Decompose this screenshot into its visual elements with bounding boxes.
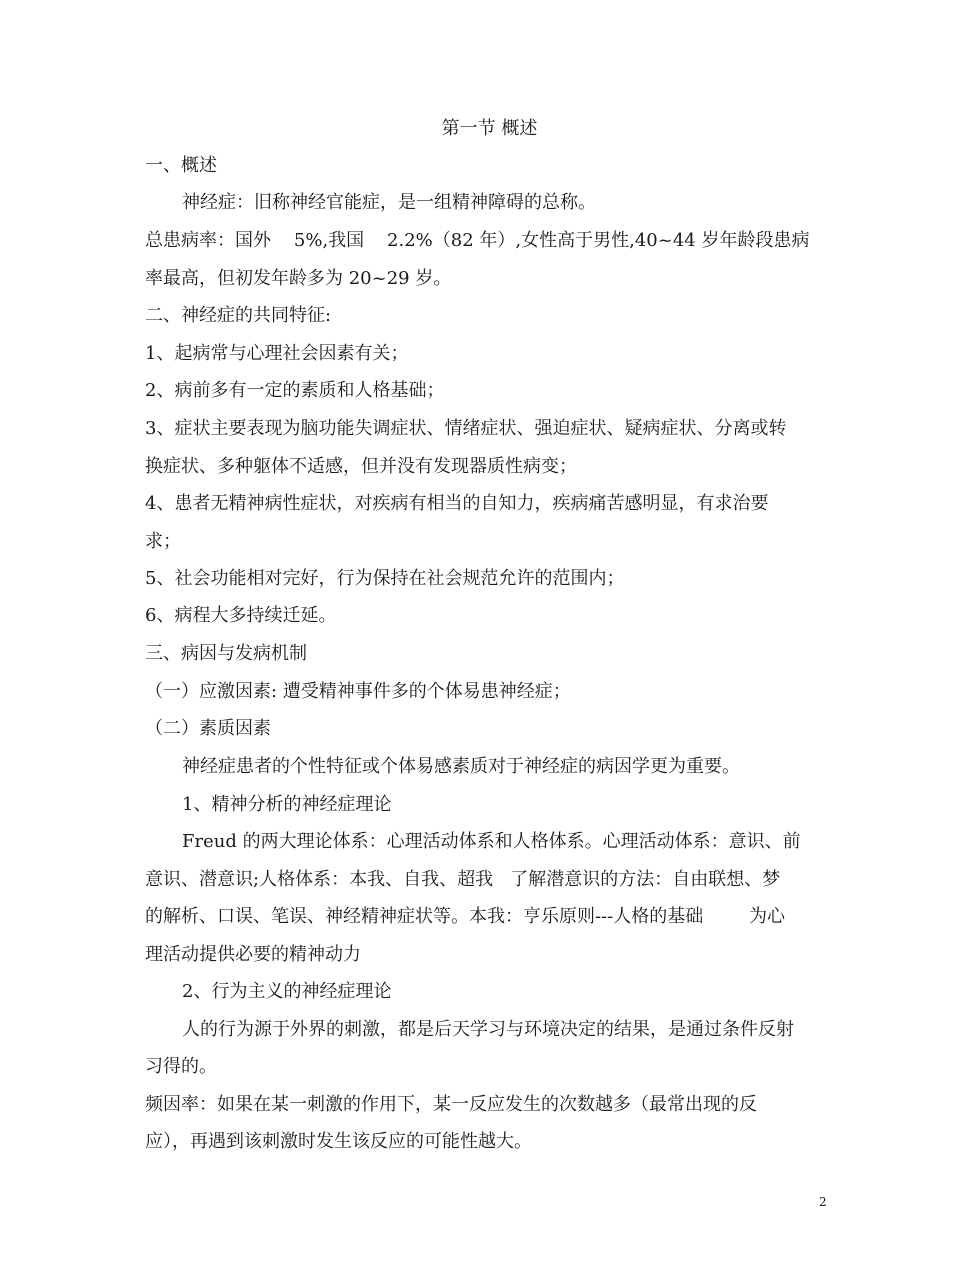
- paragraph-line: 人的行为源于外界的刺激，都是后天学习与环境决定的结果，是通过条件反射: [182, 1019, 794, 1040]
- list-item: 4、患者无精神病性症状，对疾病有相当的自知力，疾病痛苦感明显，有求治要: [145, 493, 769, 514]
- paragraph-line: 神经症：旧称神经官能症，是一组精神障碍的总称。: [182, 192, 596, 213]
- paragraph-line: 的解析、口误、笔误、神经精神症状等。本我：亨乐原则---人格的基础 为心: [145, 906, 786, 927]
- heading-overview: 一、概述: [145, 155, 217, 176]
- paragraph-line: 意识、潜意识;人格体系：本我、自我、超我 了解潜意识的方法：自由联想、梦: [145, 869, 781, 890]
- list-item-continuation: 换症状、多种躯体不适感，但并没有发现器质性病变；: [145, 456, 577, 477]
- subheading: 1、精神分析的神经症理论: [182, 794, 392, 815]
- subheading: （一）应激因素: 遭受精神事件多的个体易患神经症；: [145, 681, 571, 702]
- paragraph-line: Freud 的两大理论体系：心理活动体系和人格体系。心理活动体系：意识、前: [182, 831, 801, 852]
- paragraph-line: 习得的。: [145, 1056, 217, 1077]
- subheading: 2、行为主义的神经症理论: [182, 981, 392, 1002]
- subheading: （二）素质因素: [145, 718, 271, 739]
- paragraph-line: 理活动提供必要的精神动力: [145, 944, 361, 965]
- paragraph-line: 神经症患者的个性特征或个体易感素质对于神经症的病因学更为重要。: [182, 756, 740, 777]
- paragraph-line: 率最高，但初发年龄多为 20~29 岁。: [145, 268, 452, 289]
- list-item-continuation: 求；: [145, 531, 181, 552]
- list-item: 1、起病常与心理社会因素有关；: [145, 343, 409, 364]
- heading-etiology: 三、病因与发病机制: [145, 643, 307, 664]
- list-item: 6、病程大多持续迁延。: [145, 605, 337, 626]
- section-title: 第一节 概述: [441, 118, 538, 139]
- page-number: 2: [819, 1195, 827, 1209]
- paragraph-line: 频因率：如果在某一刺激的作用下，某一反应发生的次数越多（最常出现的反: [145, 1094, 757, 1115]
- list-item: 2、病前多有一定的素质和人格基础；: [145, 380, 445, 401]
- list-item: 3、症状主要表现为脑功能失调症状、情绪症状、强迫症状、疑病症状、分离或转: [145, 418, 787, 439]
- list-item: 5、社会功能相对完好，行为保持在社会规范允许的范围内；: [145, 568, 625, 589]
- paragraph-line: 应），再遇到该刺激时发生该反应的可能性越大。: [145, 1131, 532, 1152]
- heading-common-features: 二、神经症的共同特征:: [145, 305, 332, 326]
- paragraph-line: 总患病率：国外 5%,我国 2.2%（82 年）,女性高于男性,40~44 岁年龄段患病: [145, 230, 810, 251]
